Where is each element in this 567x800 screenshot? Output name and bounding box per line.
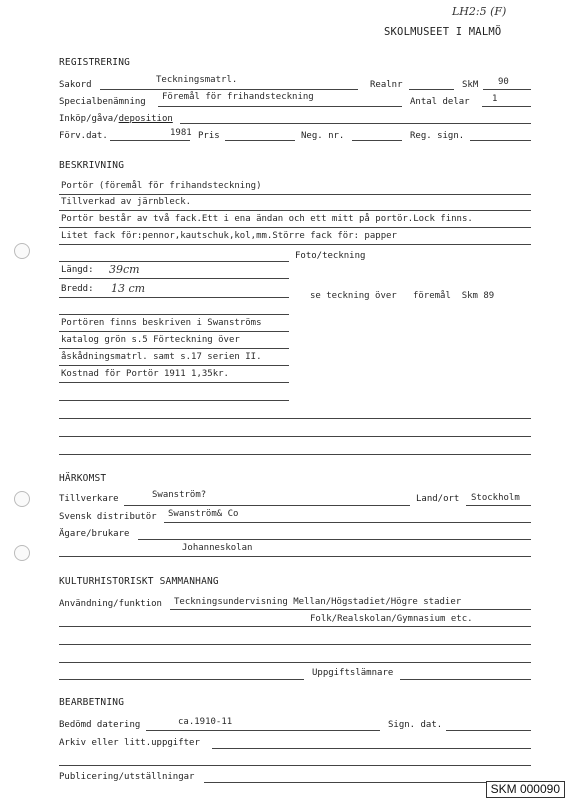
- skm-label: SkM: [462, 80, 479, 90]
- inkop-line: [180, 123, 531, 124]
- tillverkare-line: [124, 505, 410, 506]
- special-value: Föremål för frihandsteckning: [162, 92, 314, 102]
- section-heading-registrering: REGISTRERING: [59, 57, 131, 68]
- arkiv-line: [212, 748, 531, 749]
- agare-value: Johanneskolan: [182, 543, 253, 553]
- description-rule-3: [59, 227, 531, 228]
- distributor-line: [164, 522, 531, 523]
- description-line-4: Litet fack för:pennor,kautschuk,kol,mm.Större fack för: papper: [61, 231, 397, 241]
- forv-label: Förv.dat.: [59, 131, 108, 141]
- antal-line: [482, 106, 531, 107]
- realnr-label: Realnr: [370, 80, 403, 90]
- special-line: [158, 106, 402, 107]
- realnr-line: [409, 89, 454, 90]
- sign-line: [446, 730, 531, 731]
- uppgift-line: [400, 679, 531, 680]
- neg-label: Neg. nr.: [301, 131, 345, 141]
- neg-line: [352, 140, 402, 141]
- forv-value: 1981: [170, 128, 192, 138]
- description-rule-5: [59, 261, 289, 262]
- distributor-label: Svensk distributör: [59, 512, 157, 522]
- agare-label: Ägare/brukare: [59, 529, 130, 539]
- datering-label: Bedömd datering: [59, 720, 141, 730]
- reg-label: Reg. sign.: [410, 131, 465, 141]
- land-label: Land/ort: [416, 494, 460, 504]
- publicering-label: Publicering/utställningar: [59, 772, 195, 782]
- tillverkare-label: Tillverkare: [59, 494, 119, 504]
- punch-hole-middle: [14, 491, 30, 507]
- section-heading-bearbetning: BEARBETNING: [59, 697, 125, 708]
- anvandning-line: [170, 609, 531, 610]
- description-rule-2: [59, 210, 531, 211]
- catalog-number-handwritten: LH2:5 (F): [452, 5, 507, 18]
- kultur-rule-3: [59, 644, 531, 645]
- reg-line: [470, 140, 531, 141]
- land-value: Stockholm: [471, 493, 520, 503]
- anvandning-value: Teckningsundervisning Mellan/Högstadiet/Högre stadier: [174, 597, 462, 607]
- land-line: [466, 505, 531, 506]
- inkop-label: [59, 114, 173, 125]
- kultur-rule-5: [59, 679, 304, 680]
- langd-label: Längd:: [61, 265, 94, 275]
- description-rule-7: [59, 418, 531, 419]
- archive-stamp: SKM 000090: [486, 781, 565, 798]
- section-heading-harkomst: HÄRKOMST: [59, 473, 107, 484]
- publicering-line: [204, 782, 531, 783]
- arkiv-line-2: [59, 765, 531, 766]
- inkop-label-deposition: deposition: [118, 114, 173, 124]
- description-rule-9: [59, 454, 531, 455]
- langd-rule: [59, 278, 289, 279]
- antal-label: Antal delar: [410, 97, 470, 107]
- sakord-label: Sakord: [59, 80, 92, 90]
- section-heading-beskrivning: BESKRIVNING: [59, 160, 125, 171]
- bredd-rule: [59, 297, 289, 298]
- punch-hole-top: [14, 243, 30, 259]
- description-rule-8: [59, 436, 531, 437]
- uppgift-label: Uppgiftslämnare: [312, 668, 394, 678]
- note-rule-5: [59, 400, 289, 401]
- note-rule-4: [59, 382, 289, 383]
- agare-line: [138, 539, 531, 540]
- pris-label: Pris: [198, 131, 220, 141]
- sakord-line: [100, 89, 358, 90]
- anvandning-label: Användning/funktion: [59, 599, 162, 609]
- agare-line-2: [59, 556, 531, 557]
- sign-label: Sign. dat.: [388, 720, 443, 730]
- inkop-label-text: Inköp/gåva/: [59, 114, 119, 124]
- bredd-value: 13 cm: [111, 282, 146, 295]
- note-line-4: Kostnad för Portör 1911 1,35kr.: [61, 369, 229, 379]
- foto-label: Foto/teckning: [295, 251, 366, 261]
- special-label: Specialbenämning: [59, 97, 146, 107]
- description-rule-6: [59, 314, 289, 315]
- kultur-rule-2: [59, 626, 531, 627]
- arkiv-label: Arkiv eller litt.uppgifter: [59, 738, 200, 748]
- description-line-1: Portör (föremål för frihandsteckning): [61, 181, 262, 191]
- datering-line: [146, 730, 380, 731]
- pris-line: [225, 140, 295, 141]
- note-line-1: Portören finns beskriven i Swanströms: [61, 318, 262, 328]
- antal-value: 1: [492, 94, 498, 104]
- bredd-label: Bredd:: [61, 284, 94, 294]
- description-line-2: Tillverkad av järnbleck.: [61, 197, 192, 207]
- section-heading-kultur: KULTURHISTORISKT SAMMANHANG: [59, 576, 219, 587]
- kultur-rule-4: [59, 662, 531, 663]
- foto-note: se teckning över föremål Skm 89: [310, 291, 495, 301]
- langd-value: 39cm: [109, 263, 140, 276]
- forv-line: [110, 140, 190, 141]
- sakord-value: Teckningsmatrl.: [156, 75, 238, 85]
- note-line-2: katalog grön s.5 Förteckning över: [61, 335, 240, 345]
- note-rule-2: [59, 348, 289, 349]
- distributor-value: Swanström& Co: [168, 509, 239, 519]
- punch-hole-bottom: [14, 545, 30, 561]
- description-rule-1: [59, 194, 531, 195]
- tillverkare-value: Swanström?: [152, 490, 207, 500]
- description-line-3: Portör består av två fack.Ett i ena ändan och ett mitt på portör.Lock finns.: [61, 214, 473, 224]
- anvandning-value-2: Folk/Realskolan/Gymnasium etc.: [310, 614, 473, 624]
- note-rule-1: [59, 331, 289, 332]
- skm-line: [483, 89, 531, 90]
- datering-value: ca.1910-11: [178, 717, 233, 727]
- description-rule-4: [59, 244, 531, 245]
- skm-value: 90: [498, 77, 509, 87]
- note-rule-3: [59, 365, 289, 366]
- note-line-3: åskådningsmatrl. samt s.17 serien II.: [61, 352, 262, 362]
- institution-name: SKOLMUSEET I MALMÖ: [384, 26, 502, 38]
